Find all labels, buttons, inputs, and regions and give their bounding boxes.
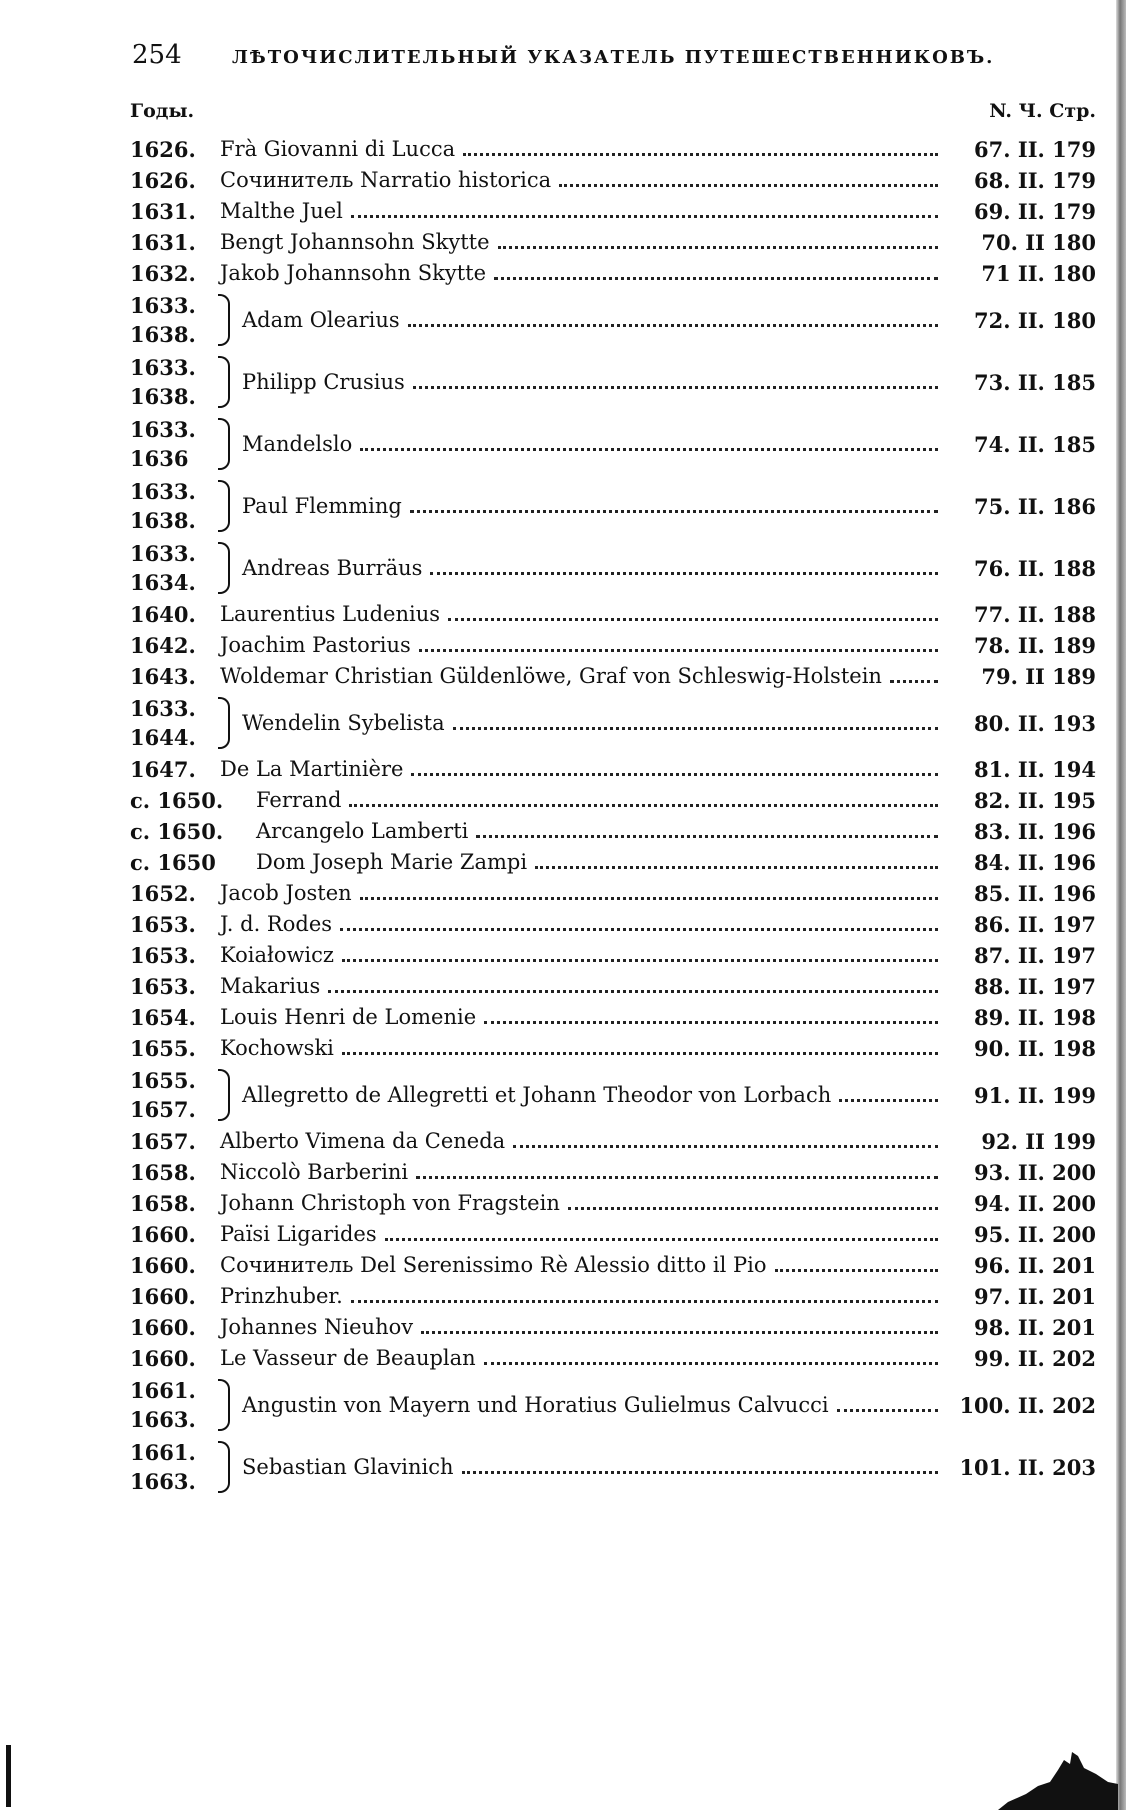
entry-name	[216, 1036, 946, 1061]
entry-name	[252, 850, 946, 875]
index-entry	[130, 1436, 1096, 1498]
entry-year: 1655.	[130, 1068, 196, 1093]
entry-name	[216, 1160, 946, 1185]
entry-reference: 100. II. 202	[959, 1392, 1096, 1418]
entry-name	[216, 261, 946, 286]
entry-year: 1655.	[130, 1036, 196, 1061]
dot-leader	[385, 1238, 938, 1241]
entry-years	[130, 1376, 216, 1434]
entry-year: 1633.	[130, 541, 196, 566]
traveller-name: Allegretto de Allegretti et Johann Theodor von Lorbach	[242, 1082, 832, 1107]
dot-leader	[463, 153, 938, 156]
entry-reference: 85. II. 196	[974, 881, 1096, 906]
entry-year: 1652.	[130, 881, 196, 906]
traveller-name: Arcangelo Lamberti	[256, 819, 469, 843]
entry-year: 1626.	[130, 168, 196, 193]
traveller-name: Makarius	[220, 974, 321, 998]
entry-years	[130, 755, 216, 784]
index-entry	[130, 1343, 1096, 1374]
entry-years	[130, 662, 216, 691]
dot-leader	[476, 835, 938, 838]
entry-years	[130, 1251, 216, 1280]
index-entry	[130, 1033, 1096, 1064]
dot-leader	[340, 928, 938, 931]
dot-leader	[513, 1145, 938, 1148]
dot-leader	[484, 1021, 938, 1024]
dot-leader	[890, 680, 938, 683]
entry-years	[130, 197, 216, 226]
year-range-brace	[218, 418, 230, 470]
dot-leader	[775, 1269, 938, 1272]
dot-leader	[462, 1471, 938, 1474]
dot-leader	[351, 1300, 938, 1303]
index-entry	[130, 537, 1096, 599]
traveller-name: Laurentius Ludenius	[220, 602, 440, 626]
entry-years	[130, 291, 216, 349]
entry-name	[216, 1253, 946, 1278]
dot-leader	[413, 386, 938, 389]
entry-years	[130, 972, 216, 1001]
entry-reference: 91. II. 199	[974, 1082, 1096, 1108]
entry-year: 1634.	[130, 570, 196, 595]
entry-years	[130, 259, 216, 288]
traveller-name: Ferrand	[256, 788, 342, 812]
index-entry	[130, 351, 1096, 413]
entry-year: 1653.	[130, 974, 196, 999]
years-column-header: Годы.	[130, 100, 195, 122]
entry-years	[130, 1003, 216, 1032]
entry-years	[130, 910, 216, 939]
entry-reference: 79. II 189	[981, 664, 1096, 689]
index-entry	[130, 785, 1096, 816]
entry-reference: 98. II. 201	[974, 1315, 1096, 1340]
year-range-brace	[218, 542, 230, 594]
entry-reference: 96. II. 201	[974, 1253, 1096, 1278]
entry-years	[130, 415, 216, 473]
dot-leader	[360, 448, 938, 451]
traveller-name: Païsi Ligarides	[220, 1222, 377, 1246]
entry-years	[130, 1127, 216, 1156]
traveller-name: J. d. Rodes	[220, 912, 333, 936]
entry-reference: 76. II. 188	[974, 555, 1096, 581]
traveller-name: Сочинитель Del Serenissimo Rè Alessio ditto il Pio	[220, 1253, 767, 1277]
traveller-name: Woldemar Christian Güldenlöwe, Graf von Schleswig-Holstein	[220, 664, 882, 688]
entry-year: 1633.	[130, 417, 196, 442]
entry-name	[216, 1315, 946, 1340]
scan-edge-mark	[6, 1745, 11, 1807]
entry-reference: 83. II. 196	[974, 819, 1096, 844]
entry-year: 1654.	[130, 1005, 196, 1030]
traveller-name: Malthe Juel	[220, 199, 343, 223]
year-range-brace	[218, 480, 230, 532]
entry-year: c. 1650.	[130, 788, 224, 813]
page-edge-shadow	[1116, 0, 1126, 1810]
entry-reference: 77. II. 188	[974, 602, 1096, 627]
entry-name	[238, 432, 946, 457]
index-entry	[130, 475, 1096, 537]
traveller-name: Johannes Nieuhov	[220, 1315, 414, 1339]
traveller-name: Dom Joseph Marie Zampi	[256, 850, 528, 874]
entry-name	[216, 1005, 946, 1030]
entry-year: c. 1650	[130, 850, 216, 875]
entry-year: 1663.	[130, 1407, 196, 1432]
entry-year: 1661.	[130, 1378, 196, 1403]
entry-name	[216, 974, 946, 999]
entry-name	[216, 1129, 946, 1154]
entry-years	[130, 353, 216, 411]
entry-year: 1644.	[130, 725, 196, 750]
entry-reference: 84. II. 196	[974, 850, 1096, 875]
entry-year: 1663.	[130, 1469, 196, 1494]
dot-leader	[351, 215, 938, 218]
entry-reference: 86. II. 197	[974, 912, 1096, 937]
entry-years	[130, 879, 216, 908]
index-entry	[130, 847, 1096, 878]
dot-leader	[408, 324, 938, 327]
traveller-name: Paul Flemming	[242, 493, 402, 518]
entry-name	[216, 1346, 946, 1371]
dot-leader	[430, 572, 938, 575]
traveller-name: Louis Henri de Lomenie	[220, 1005, 477, 1029]
entry-reference: 68. II. 179	[974, 168, 1096, 193]
entry-name	[216, 199, 946, 224]
entry-years	[130, 1220, 216, 1249]
index-entry	[130, 1312, 1096, 1343]
entry-year: 1631.	[130, 230, 196, 255]
dot-leader	[837, 1409, 938, 1412]
entry-year: 1657.	[130, 1129, 196, 1154]
entry-reference: 67. II. 179	[974, 137, 1096, 162]
traveller-name: Angustin von Mayern und Horatius Gulielmus Calvucci	[242, 1392, 829, 1417]
traveller-name: Koiałowicz	[220, 943, 334, 967]
dot-leader	[421, 1331, 938, 1334]
index-entry	[130, 1281, 1096, 1312]
traveller-name: Mandelslo	[242, 431, 353, 456]
entry-year: 1640.	[130, 602, 196, 627]
dot-leader	[360, 897, 938, 900]
entry-year: 1632.	[130, 261, 196, 286]
entry-name	[216, 943, 946, 968]
index-entry	[130, 878, 1096, 909]
index-entry	[130, 816, 1096, 847]
page-header	[132, 40, 1002, 80]
entry-year: c. 1650.	[130, 819, 224, 844]
index-entry	[130, 754, 1096, 785]
entry-reference: 88. II. 197	[974, 974, 1096, 999]
entry-name	[252, 788, 946, 813]
entry-years	[130, 1344, 216, 1373]
index-entry	[130, 289, 1096, 351]
index-entry	[130, 1157, 1096, 1188]
index-entry	[130, 1374, 1096, 1436]
entry-years	[130, 1282, 216, 1311]
year-range-brace	[218, 1379, 230, 1431]
entry-year: 1658.	[130, 1160, 196, 1185]
year-range-brace	[218, 1441, 230, 1493]
dot-leader	[349, 804, 938, 807]
dot-leader	[416, 1176, 938, 1179]
entry-years	[130, 539, 216, 597]
entry-year: 1636	[130, 446, 189, 471]
entry-year: 1657.	[130, 1097, 196, 1122]
entry-name	[238, 308, 946, 333]
entry-year: 1660.	[130, 1315, 196, 1340]
index-entry	[130, 1250, 1096, 1281]
dot-leader	[453, 727, 938, 730]
reference-column-header: N. Ч. Стр.	[989, 100, 1096, 122]
year-range-brace	[218, 294, 230, 346]
entry-name	[238, 711, 946, 736]
entry-name	[238, 370, 946, 395]
traveller-name: Johann Christoph von Fragstein	[220, 1191, 560, 1215]
index-entry	[130, 196, 1096, 227]
entry-year: 1660.	[130, 1284, 196, 1309]
entry-name	[216, 881, 946, 906]
dot-leader	[411, 773, 938, 776]
index-entry	[130, 630, 1096, 661]
entry-years	[130, 600, 216, 629]
traveller-name: Niccolò Barberini	[220, 1160, 409, 1184]
entry-years	[130, 848, 252, 877]
entry-years	[130, 786, 252, 815]
entry-name	[216, 664, 946, 689]
entry-reference: 95. II. 200	[974, 1222, 1096, 1247]
entry-reference: 101. II. 203	[959, 1454, 1096, 1480]
traveller-name: Jacob Josten	[220, 881, 352, 905]
entry-years	[130, 477, 216, 535]
entry-years	[130, 631, 216, 660]
entry-year: 1642.	[130, 633, 196, 658]
dot-leader	[419, 649, 938, 652]
entry-year: 1626.	[130, 137, 196, 162]
traveller-name: Kochowski	[220, 1036, 334, 1060]
entry-name	[216, 230, 946, 255]
entry-reference: 71 II. 180	[981, 261, 1096, 286]
year-range-brace	[218, 356, 230, 408]
entry-year: 1660.	[130, 1222, 196, 1247]
entry-years	[130, 694, 216, 752]
index-entry	[130, 661, 1096, 692]
traveller-name: Frà Giovanni di Lucca	[220, 137, 456, 161]
entry-name	[216, 602, 946, 627]
entry-years	[130, 1034, 216, 1063]
traveller-name: Philipp Crusius	[242, 369, 405, 394]
index-entry	[130, 971, 1096, 1002]
entry-reference: 92. II 199	[981, 1129, 1096, 1154]
entry-year: 1660.	[130, 1253, 196, 1278]
scan-corner-blot	[998, 1690, 1118, 1810]
traveller-name: De La Martinière	[220, 757, 404, 781]
entry-name	[216, 633, 946, 658]
entry-year: 1638.	[130, 384, 196, 409]
dot-leader	[494, 277, 938, 280]
traveller-name: Alberto Vimena da Ceneda	[220, 1129, 506, 1153]
entry-reference: 99. II. 202	[974, 1346, 1096, 1371]
entry-reference: 93. II. 200	[974, 1160, 1096, 1185]
traveller-name: Le Vasseur de Beauplan	[220, 1346, 476, 1370]
entry-years	[130, 166, 216, 195]
entry-years	[130, 135, 216, 164]
traveller-name: Joachim Pastorius	[220, 633, 411, 657]
entry-name	[238, 1455, 946, 1480]
entry-name	[216, 757, 946, 782]
entry-years	[130, 1189, 216, 1218]
traveller-name: Adam Olearius	[242, 307, 400, 332]
entry-years	[130, 941, 216, 970]
entry-reference: 70. II 180	[981, 230, 1096, 255]
entry-year: 1633.	[130, 355, 196, 380]
page-number: 254	[132, 40, 182, 70]
traveller-name: Andreas Burräus	[242, 555, 423, 580]
index-entry	[130, 599, 1096, 630]
entry-years	[130, 228, 216, 257]
entry-name	[238, 556, 946, 581]
entry-name	[238, 1083, 946, 1108]
entry-year: 1647.	[130, 757, 196, 782]
dot-leader	[559, 184, 938, 187]
year-range-brace	[218, 697, 230, 749]
traveller-name: Jakob Johannsohn Skytte	[220, 261, 487, 285]
entry-name	[216, 137, 946, 162]
dot-leader	[839, 1099, 938, 1102]
year-range-brace	[218, 1069, 230, 1121]
entry-year: 1658.	[130, 1191, 196, 1216]
traveller-name: Sebastian Glavinich	[242, 1454, 454, 1479]
index-entry	[130, 692, 1096, 754]
entry-year: 1633.	[130, 293, 196, 318]
index-entry	[130, 1002, 1096, 1033]
entry-year: 1643.	[130, 664, 196, 689]
entry-years	[130, 1158, 216, 1187]
index-entry	[130, 413, 1096, 475]
dot-leader	[328, 990, 938, 993]
index-entry	[130, 227, 1096, 258]
entry-years	[130, 1066, 216, 1124]
entry-year: 1633.	[130, 479, 196, 504]
entry-name	[216, 1284, 946, 1309]
traveller-name: Сочинитель Narratio historica	[220, 168, 552, 192]
entry-reference: 94. II. 200	[974, 1191, 1096, 1216]
traveller-name: Wendelin Sybelista	[242, 710, 445, 735]
dot-leader	[568, 1207, 938, 1210]
entry-years	[130, 817, 252, 846]
index-entry	[130, 165, 1096, 196]
dot-leader	[498, 246, 938, 249]
entry-year: 1653.	[130, 943, 196, 968]
index-entry	[130, 909, 1096, 940]
index-entry	[130, 1188, 1096, 1219]
entry-name	[238, 494, 946, 519]
traveller-name: Prinzhuber.	[220, 1284, 343, 1308]
traveller-name: Bengt Johannsohn Skytte	[220, 230, 490, 254]
entry-reference: 97. II. 201	[974, 1284, 1096, 1309]
entry-year: 1633.	[130, 696, 196, 721]
entry-year: 1631.	[130, 199, 196, 224]
entry-reference: 73. II. 185	[974, 369, 1096, 395]
dot-leader	[410, 510, 938, 513]
index-entry	[130, 1126, 1096, 1157]
dot-leader	[448, 618, 938, 621]
entry-reference: 72. II. 180	[974, 307, 1096, 333]
dot-leader	[484, 1362, 938, 1365]
entry-years	[130, 1438, 216, 1496]
index-entry	[130, 258, 1096, 289]
entry-name	[216, 912, 946, 937]
entry-year: 1661.	[130, 1440, 196, 1465]
index-entry	[130, 940, 1096, 971]
entry-name	[252, 819, 946, 844]
entry-reference: 74. II. 185	[974, 431, 1096, 457]
entry-reference: 69. II. 179	[974, 199, 1096, 224]
dot-leader	[535, 866, 938, 869]
index-entry	[130, 134, 1096, 165]
entry-name	[216, 1191, 946, 1216]
index-entry	[130, 1064, 1096, 1126]
entry-reference: 90. II. 198	[974, 1036, 1096, 1061]
entry-year: 1638.	[130, 508, 196, 533]
column-headers	[130, 100, 1096, 134]
entry-reference: 89. II. 198	[974, 1005, 1096, 1030]
traveller-index-list	[130, 134, 1096, 1498]
entry-name	[216, 168, 946, 193]
entry-name	[238, 1393, 946, 1418]
entry-year: 1660.	[130, 1346, 196, 1371]
entry-reference: 87. II. 197	[974, 943, 1096, 968]
running-title: ЛѢТОЧИСЛИТЕЛЬНЫЙ УКАЗАТЕЛЬ ПУТЕШЕСТВЕННИКОВЪ.	[232, 47, 995, 68]
entry-reference: 80. II. 193	[974, 710, 1096, 736]
index-entry	[130, 1219, 1096, 1250]
entry-reference: 75. II. 186	[974, 493, 1096, 519]
entry-year: 1638.	[130, 322, 196, 347]
entry-reference: 78. II. 189	[974, 633, 1096, 658]
dot-leader	[342, 959, 938, 962]
entry-years	[130, 1313, 216, 1342]
entry-name	[216, 1222, 946, 1247]
dot-leader	[342, 1052, 938, 1055]
entry-reference: 81. II. 194	[974, 757, 1096, 782]
entry-year: 1653.	[130, 912, 196, 937]
entry-reference: 82. II. 195	[974, 788, 1096, 813]
